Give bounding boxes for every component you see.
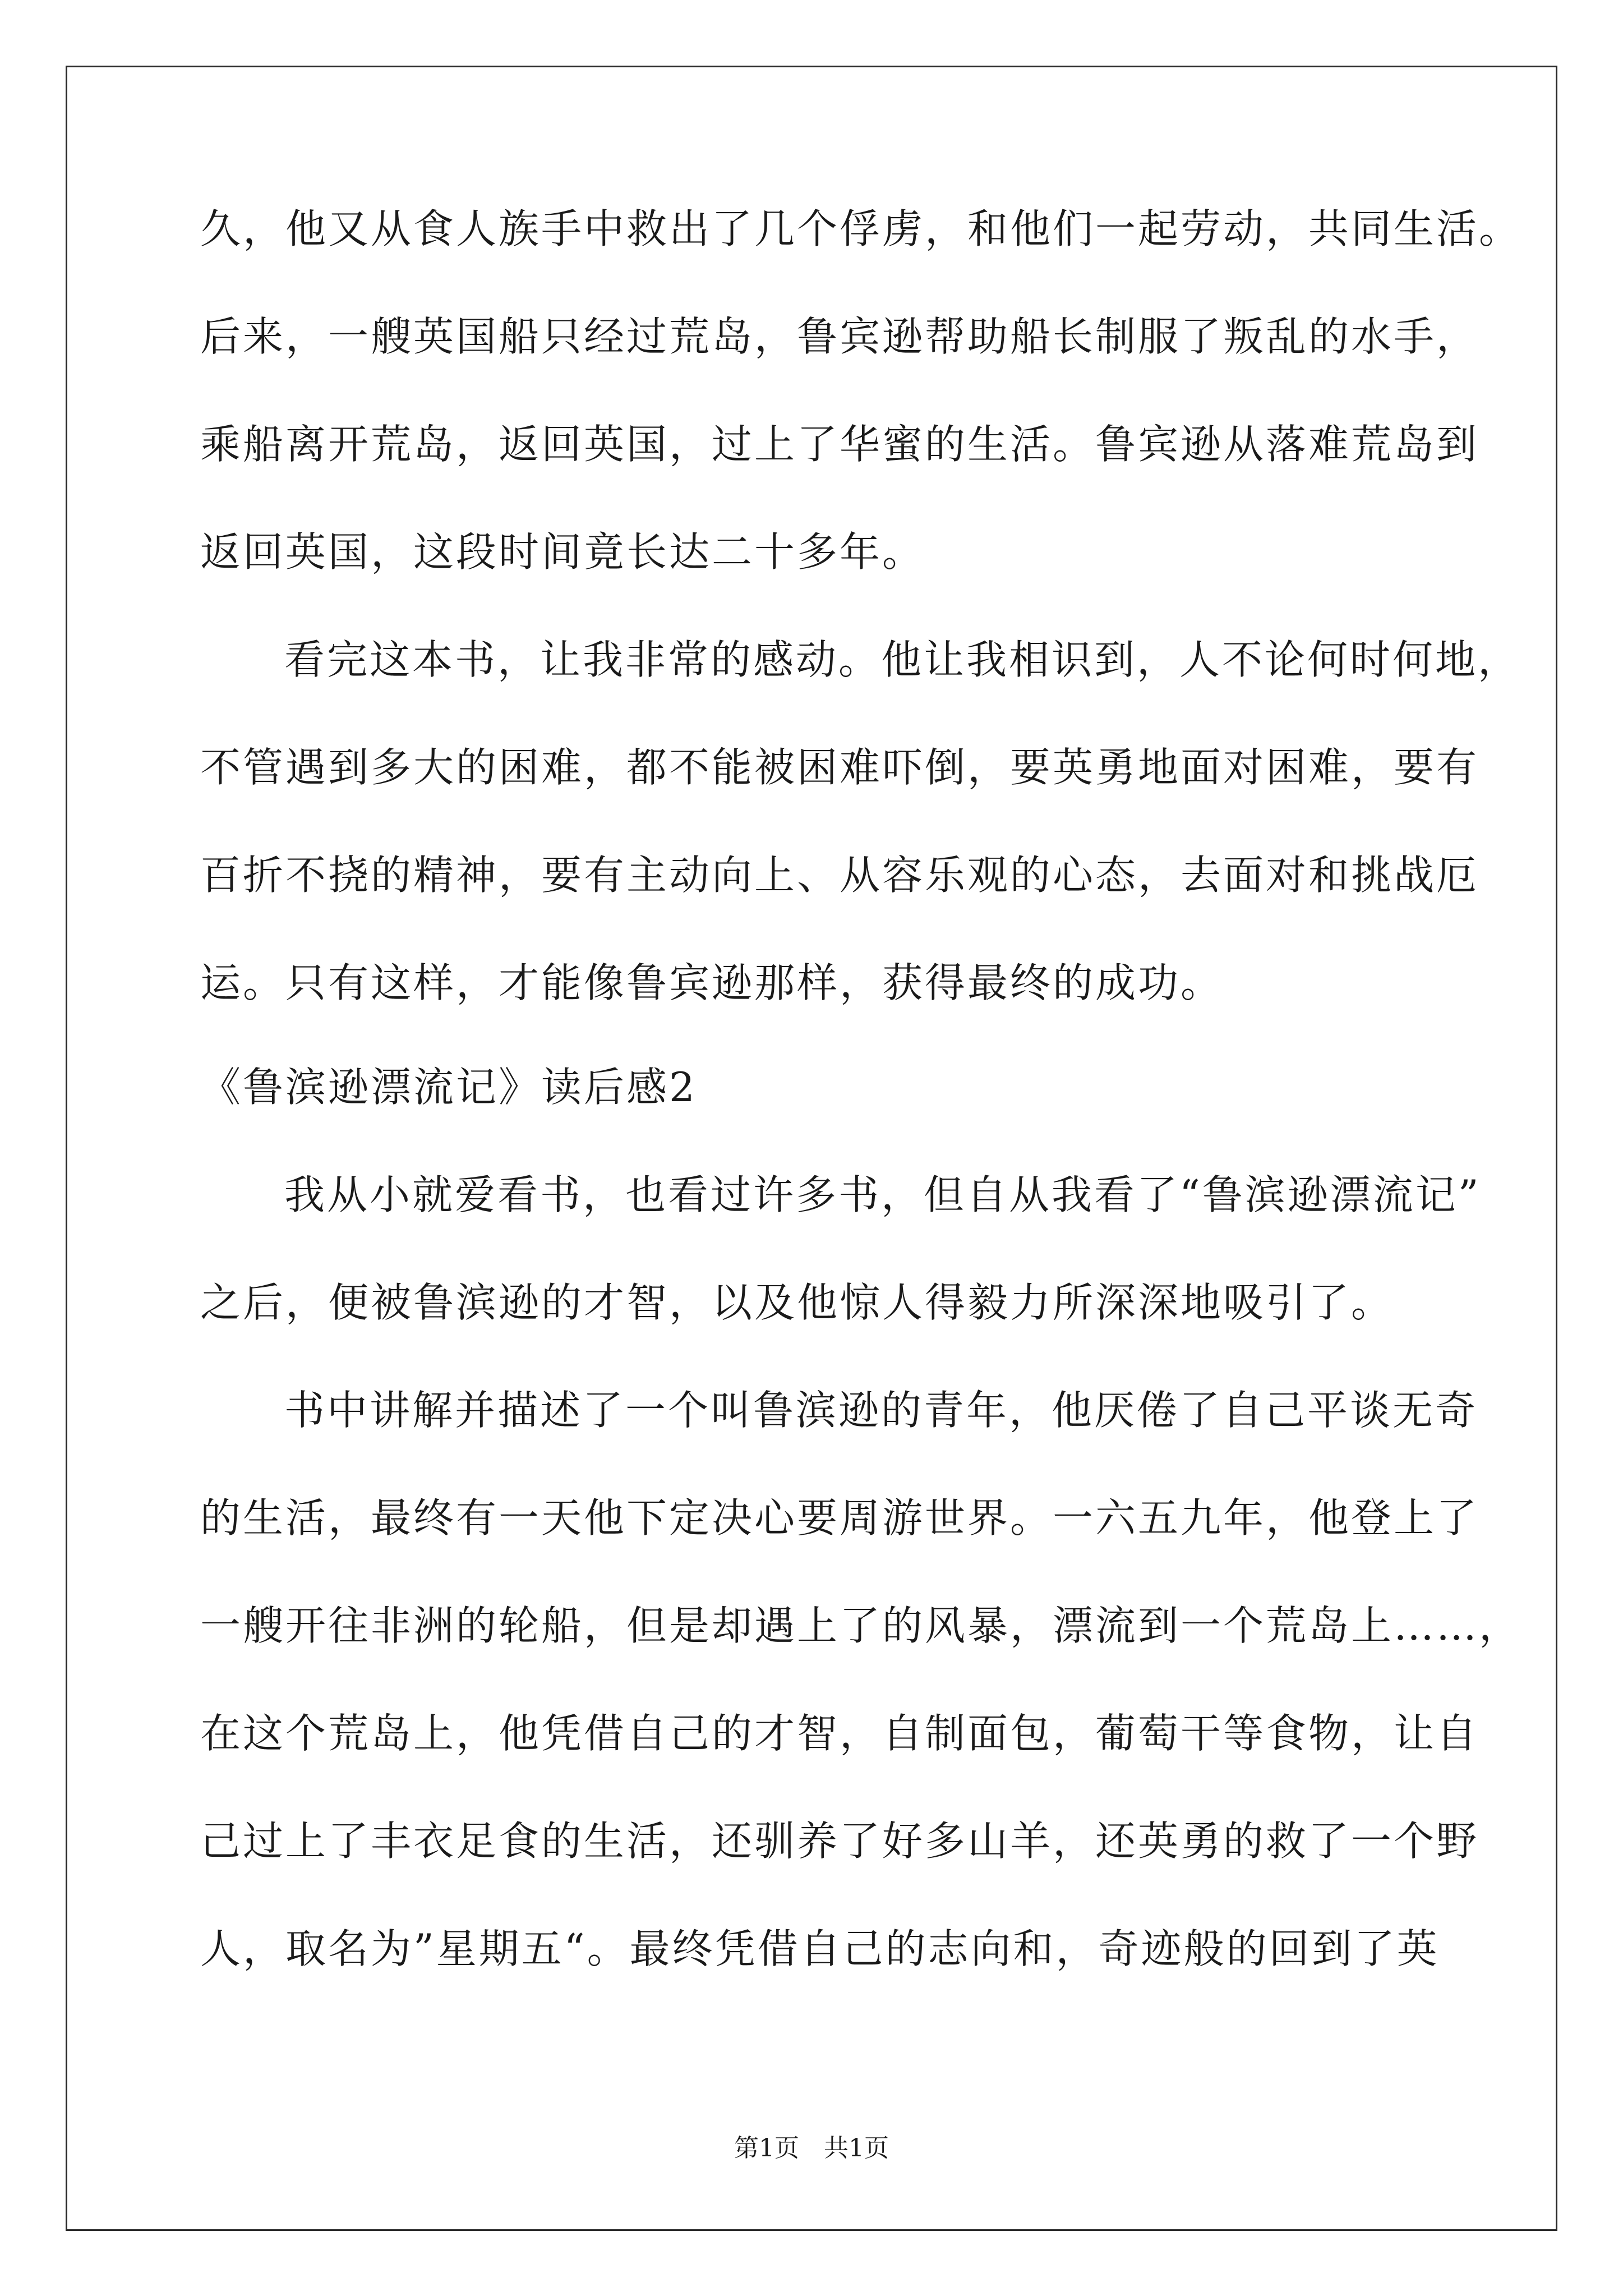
text-line: 之后，便被鲁滨逊的才智，以及他惊人得毅力所深深地吸引了。 xyxy=(200,1279,1394,1326)
section-heading: 《鲁滨逊漂流记》读后感2 xyxy=(200,1064,697,1111)
text-line: 的生活，最终有一天他下定决心要周游世界。一六五九年，他登上了 xyxy=(200,1494,1479,1542)
text-line: 看完这本书，让我非常的感动。他让我相识到，人不论何时何地， xyxy=(284,636,1521,683)
text-line: 不管遇到多大的困难，都不能被困难吓倒，要英勇地面对困难，要有 xyxy=(200,744,1479,791)
text-line: 己过上了丰衣足食的生活，还驯养了好多山羊，还英勇的救了一个野 xyxy=(200,1818,1479,1865)
text-line: 乘船离开荒岛，返回英国，过上了华蜜的生活。鲁宾逊从落难荒岛到 xyxy=(200,421,1479,468)
text-line: 后来，一艘英国船只经过荒岛，鲁宾逊帮助船长制服了叛乱的水手， xyxy=(200,313,1479,360)
text-line: 我从小就爱看书，也看过许多书，但自从我看了“鲁滨逊漂流记” xyxy=(284,1171,1481,1218)
text-line: 返回英国，这段时间竟长达二十多年。 xyxy=(200,528,925,576)
text-line: 久，他又从食人族手中救出了几个俘虏，和他们一起劳动，共同生活。 xyxy=(200,205,1522,252)
text-line: 在这个荒岛上，他凭借自己的才智，自制面包，葡萄干等食物，让自 xyxy=(200,1710,1479,1757)
text-line: 人，取名为”星期五“。最终凭借自己的志向和，奇迹般的回到了英 xyxy=(200,1925,1440,1972)
page-border xyxy=(66,66,1557,2231)
page-footer: 第1页 共1页 xyxy=(734,2134,889,2162)
text-line: 运。只有这样，才能像鲁宾逊那样，获得最终的成功。 xyxy=(200,959,1224,1006)
text-line: 书中讲解并描述了一个叫鲁滨逊的青年，他厌倦了自己平谈无奇 xyxy=(284,1387,1478,1434)
text-line: 百折不挠的精神，要有主动向上、从容乐观的心态，去面对和挑战厄 xyxy=(200,852,1479,899)
text-line: 一艘开往非洲的轮船，但是却遇上了的风暴，漂流到一个荒岛上……， xyxy=(200,1602,1522,1649)
